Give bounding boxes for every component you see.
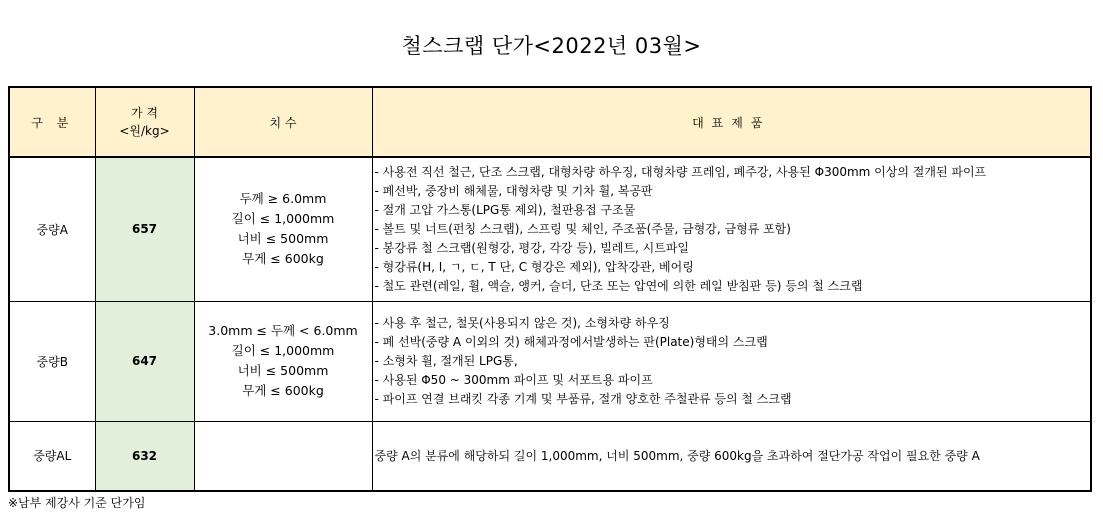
table-header-row bbox=[9, 87, 1091, 157]
row-products bbox=[372, 301, 1091, 421]
list-item: - 볼트 및 너트(펀칭 스크랩), 스프링 및 체인, 주조품(주물, 금형강, 금형류 포함) bbox=[374, 221, 791, 236]
list-item: - 형강류(H, I, ㄱ, ㄷ, T 단, C 형강은 제외), 압착강관, 베어링 bbox=[374, 259, 694, 274]
row-price: 632 bbox=[95, 421, 194, 491]
list-item: - 사용전 직선 철근, 단조 스크랩, 대형차량 하우징, 대형차량 프레임, 폐주강, 사용된 Φ300mm 이상의 절개된 파이프 bbox=[374, 164, 987, 179]
list-item: - 소형차 휠, 절개된 LPG통, bbox=[374, 353, 518, 368]
list-item: - 봉강류 철 스크랩(원형강, 평강, 각강 등), 빌레트, 시트파일 bbox=[374, 240, 689, 255]
header-price-label: 가 격 bbox=[131, 106, 158, 120]
size-line: 3.0mm ≤ 두께 < 6.0mm bbox=[208, 323, 358, 338]
footnote: ※남부 제강사 기준 단가임 bbox=[8, 496, 146, 510]
row-category: 중량B bbox=[9, 301, 95, 421]
row-size bbox=[194, 157, 372, 301]
size-line: 무게 ≤ 600kg bbox=[242, 251, 324, 267]
size-line: 길이 ≤ 1,000mm bbox=[231, 211, 335, 227]
header-price bbox=[95, 87, 194, 157]
page-title: 철스크랩 단가<2022년 03월> bbox=[401, 34, 702, 58]
list-item: - 철도 관련(레일, 휠, 액슬, 앵커, 슬더, 단조 또는 압연에 의한 레일 받침판 등) 등의 철 스크랩 bbox=[374, 278, 863, 293]
list-item: - 폐 선박(중량 A 이외의 것) 해체과정에서발생하는 판(Plate)형태의 스크랩 bbox=[374, 334, 768, 349]
table-row bbox=[9, 157, 1091, 301]
size-line: 무게 ≤ 600kg bbox=[242, 383, 324, 398]
row-products bbox=[372, 157, 1091, 301]
size-line: 너비 ≤ 500mm bbox=[237, 363, 329, 378]
table-row bbox=[9, 301, 1091, 421]
list-item: - 절개 고압 가스통(LPG통 제외), 철판용접 구조물 bbox=[374, 202, 636, 217]
table-row bbox=[9, 421, 1091, 491]
list-item: - 파이프 연결 브래킷 각종 기계 및 부품류, 절개 양호한 주철관류 등의 철 스크랩 bbox=[374, 391, 792, 406]
size-line: 두께 ≥ 6.0mm bbox=[239, 191, 327, 207]
row-size bbox=[194, 301, 372, 421]
header-products: 대표제품 bbox=[372, 87, 1091, 157]
size-line: 길이 ≤ 1,000mm bbox=[231, 343, 335, 358]
row-price: 647 bbox=[95, 301, 194, 421]
list-item: - 사용된 Φ50 ~ 300mm 파이프 및 서포트용 파이프 bbox=[374, 372, 653, 387]
header-price-unit: <원/kg> bbox=[119, 124, 170, 138]
size-line: 너비 ≤ 500mm bbox=[237, 231, 329, 247]
header-category: 구 분 bbox=[9, 87, 95, 157]
list-item: - 사용 후 철근, 철못(사용되지 않은 것), 소형차량 하우징 bbox=[374, 315, 670, 330]
row-price: 657 bbox=[95, 157, 194, 301]
row-category: 중량A bbox=[9, 157, 95, 301]
header-size: 치 수 bbox=[194, 87, 372, 157]
price-table bbox=[8, 86, 1092, 492]
row-category: 중량AL bbox=[9, 421, 95, 491]
row-size bbox=[194, 421, 372, 491]
row-description: 중량 A의 분류에 해당하되 길이 1,000mm, 너비 500mm, 중량 600kg을 초과하여 절단가공 작업이 필요한 중량 A bbox=[372, 421, 1091, 491]
list-item: - 폐선박, 중장비 해체물, 대형차량 및 기차 휠, 복공판 bbox=[374, 183, 653, 198]
